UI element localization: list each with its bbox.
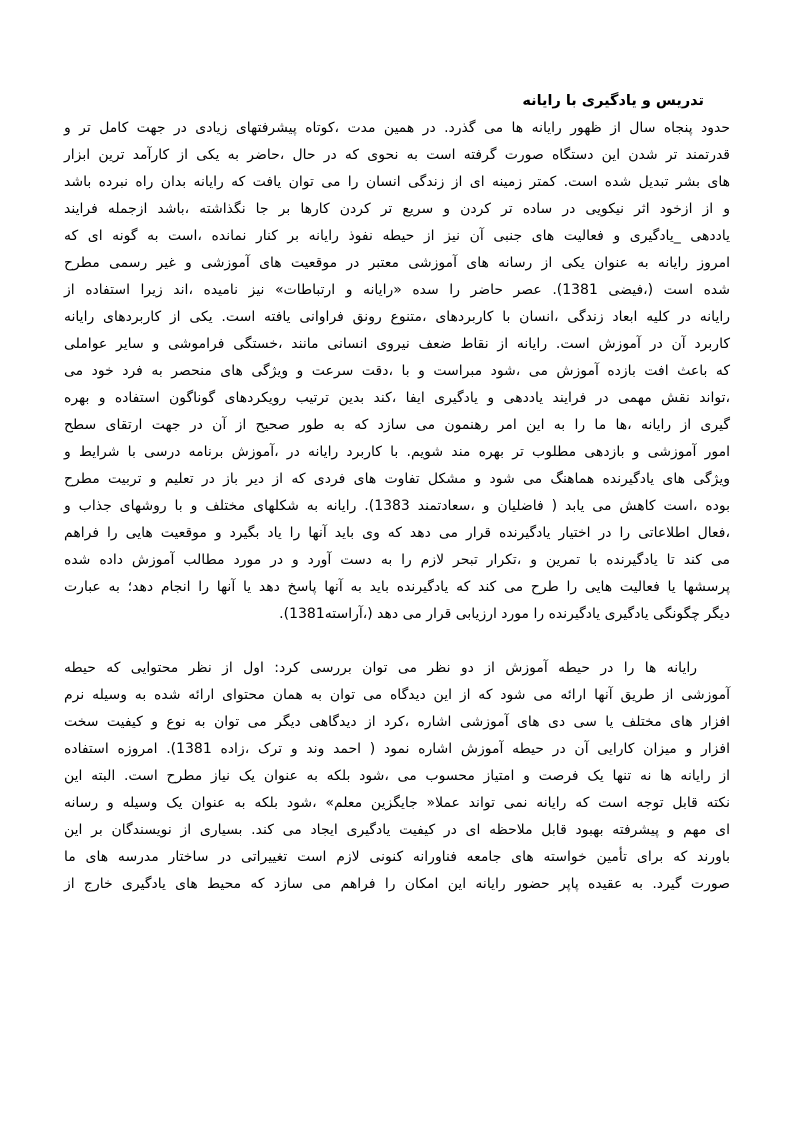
text-line: ای مهم و پيشرفته بهبود قابل ملاحظه ای در کيفيت يادگيری ايجاد می کند. بسياری از نويسندگان بر اين — [64, 822, 730, 838]
text-line: از رايانه ها نه تنها يک فرصت و امتياز محسوب می ،شود بلکه به عنوان يک نياز مطرح است. البته اين — [64, 768, 730, 784]
paragraph — [64, 115, 730, 628]
text-line: رايانه ها را در حيطه آموزش از دو نظر می توان بررسی کرد: اول از نظر محتوايی که حيطه — [64, 660, 697, 676]
document-body — [64, 115, 730, 898]
text-line: کاربرد آن در آموزش است. رايانه از نقاط ضعف نيروی انسانی مانند ،خستگی فراموشی و ساير عواملی — [64, 336, 730, 352]
text-line: صورت گيرد. به عقيده پاپر حضور رايانه اين امکان را فراهم می سازد که محيط های يادگيری خارج از — [64, 876, 730, 892]
text-line: شده است (،فيضی 1381). عصر حاضر را سده «رايانه و ارتباطات» نيز ناميده ،اند زيرا استفاده از — [64, 282, 730, 298]
text-line: قدرتمند تر شدن اين دستگاه صورت گرفته است به نحوی که در حال ،حاضر به يکی از کارآمد ترين ابزار — [64, 147, 730, 163]
text-line: گيری از رايانه ،ها ما را به اين امر رهنمون می سازد که به طور صحيح از آن در جهت ارتقای سطح — [64, 417, 730, 433]
document-title: تدريس و يادگيری با رايانه — [522, 93, 704, 109]
text-line: و از ازخود اثر نيکويی در ساده تر کردن و سريع تر کردن کارها بر جا نگذاشته ،باشد ازجمله فرايند — [64, 201, 730, 217]
paragraph — [64, 655, 730, 898]
text-line: رايانه در کليه ابعاد زندگی ،انسان با کاربردهای ،متنوع رونق فراوانی يافته است. يکی از کاربردهای رايانه — [64, 309, 730, 325]
text-line: ياددهی _يادگيری و فعاليت های جنبی آن نيز از حيطه نفوذ رايانه بر کنار نمانده ،است به گونه ای که — [64, 228, 730, 244]
text-line: که باعث افت بازده آموزش می ،شود مبراست و با ،دقت سرعت و ويژگی های منحصر به فرد خود می — [64, 363, 730, 379]
text-line: حدود پنجاه سال از ظهور رايانه ها می گذرد. در همين مدت ،کوتاه پيشرفتهای زيادی در جهت کامل تر و — [64, 120, 730, 136]
text-line: پرسشها يا فعاليت هايی را طرح می کند که يادگيرنده بايد به آنها پاسخ دهد يا آنها را انجام دهد؛ به عبارت — [64, 579, 730, 595]
text-line: باورند که برای تأمين خواسته های جامعه فناورانه کنونی لازم است تغييراتی در ساختار مدرسه های ما — [64, 849, 730, 865]
text-line: آموزشی از طريق آنها ارائه می شود که از اين ديدگاه می توان به همان محتوای ارائه شده به وسيله نرم — [64, 687, 730, 703]
text-line: ويژگی های يادگيرنده هماهنگ می شود و مشکل تفاوت های فردی که از دير باز در تعليم و تربيت مطرح — [64, 471, 730, 487]
text-line: می کند تا يادگيرنده با تمرين و ،تکرار تبحر لازم را به دست آورد و در مورد مطالب آموزش داده شده — [64, 552, 730, 568]
text-line: ،تواند نقش مهمی در فرايند ياددهی و يادگيری ايفا ،کند بدين ترتيب رويکردهای گوناگون استفاده و بهره — [64, 390, 730, 406]
text-line: امروز رايانه به عنوان يکی از رسانه های آموزشی معتبر در موقعيت های آموزشی و غير رسمی مطرح — [64, 255, 730, 271]
text-line: بوده ،است کاهش می يابد ( فاضليان و ،سعادتمند 1383). رايانه به شکلهای مختلف و با روشهای جذاب و — [64, 498, 730, 514]
text-line: ،فعال اطلاعاتی را در اختيار يادگيرنده قرار می دهد که وی بايد آنها را ياد بگيرد و موقعيت هايی را فراهم — [64, 525, 730, 541]
text-line: امور آموزشی و بازدهی مطلوب تر بهره مند شويم. با کاربرد رايانه در ،آموزش برنامه درسی با شرايط و — [64, 444, 730, 460]
document-content — [64, 88, 730, 898]
text-line: ديگر چگونگی يادگيری يادگيرنده را مورد ارزيابی قرار می دهد (،آراسته1381). — [279, 606, 730, 622]
text-line: های بشر تبديل شده است. کمتر زمينه ای از زندگی انسان را می توان يافت که رايانه بدان راه نبرده باشد — [64, 174, 730, 190]
text-line: نکته قابل توجه است که رايانه نمی تواند عملا« جايگزين معلم» ،شود بلکه به عنوان يک وسيله و رسانه — [64, 795, 730, 811]
text-line: افزار های مختلف يا سی دی های آموزشی اشاره ،کرد از ديدگاهی ديگر می توان به نوع و کيفيت سخت — [64, 714, 730, 730]
text-line: افزار و ميزان کارايی آن در حيطه آموزش اشاره نمود ( احمد وند و ترک ،زاده 1381). امروزه استفاده — [64, 741, 730, 757]
